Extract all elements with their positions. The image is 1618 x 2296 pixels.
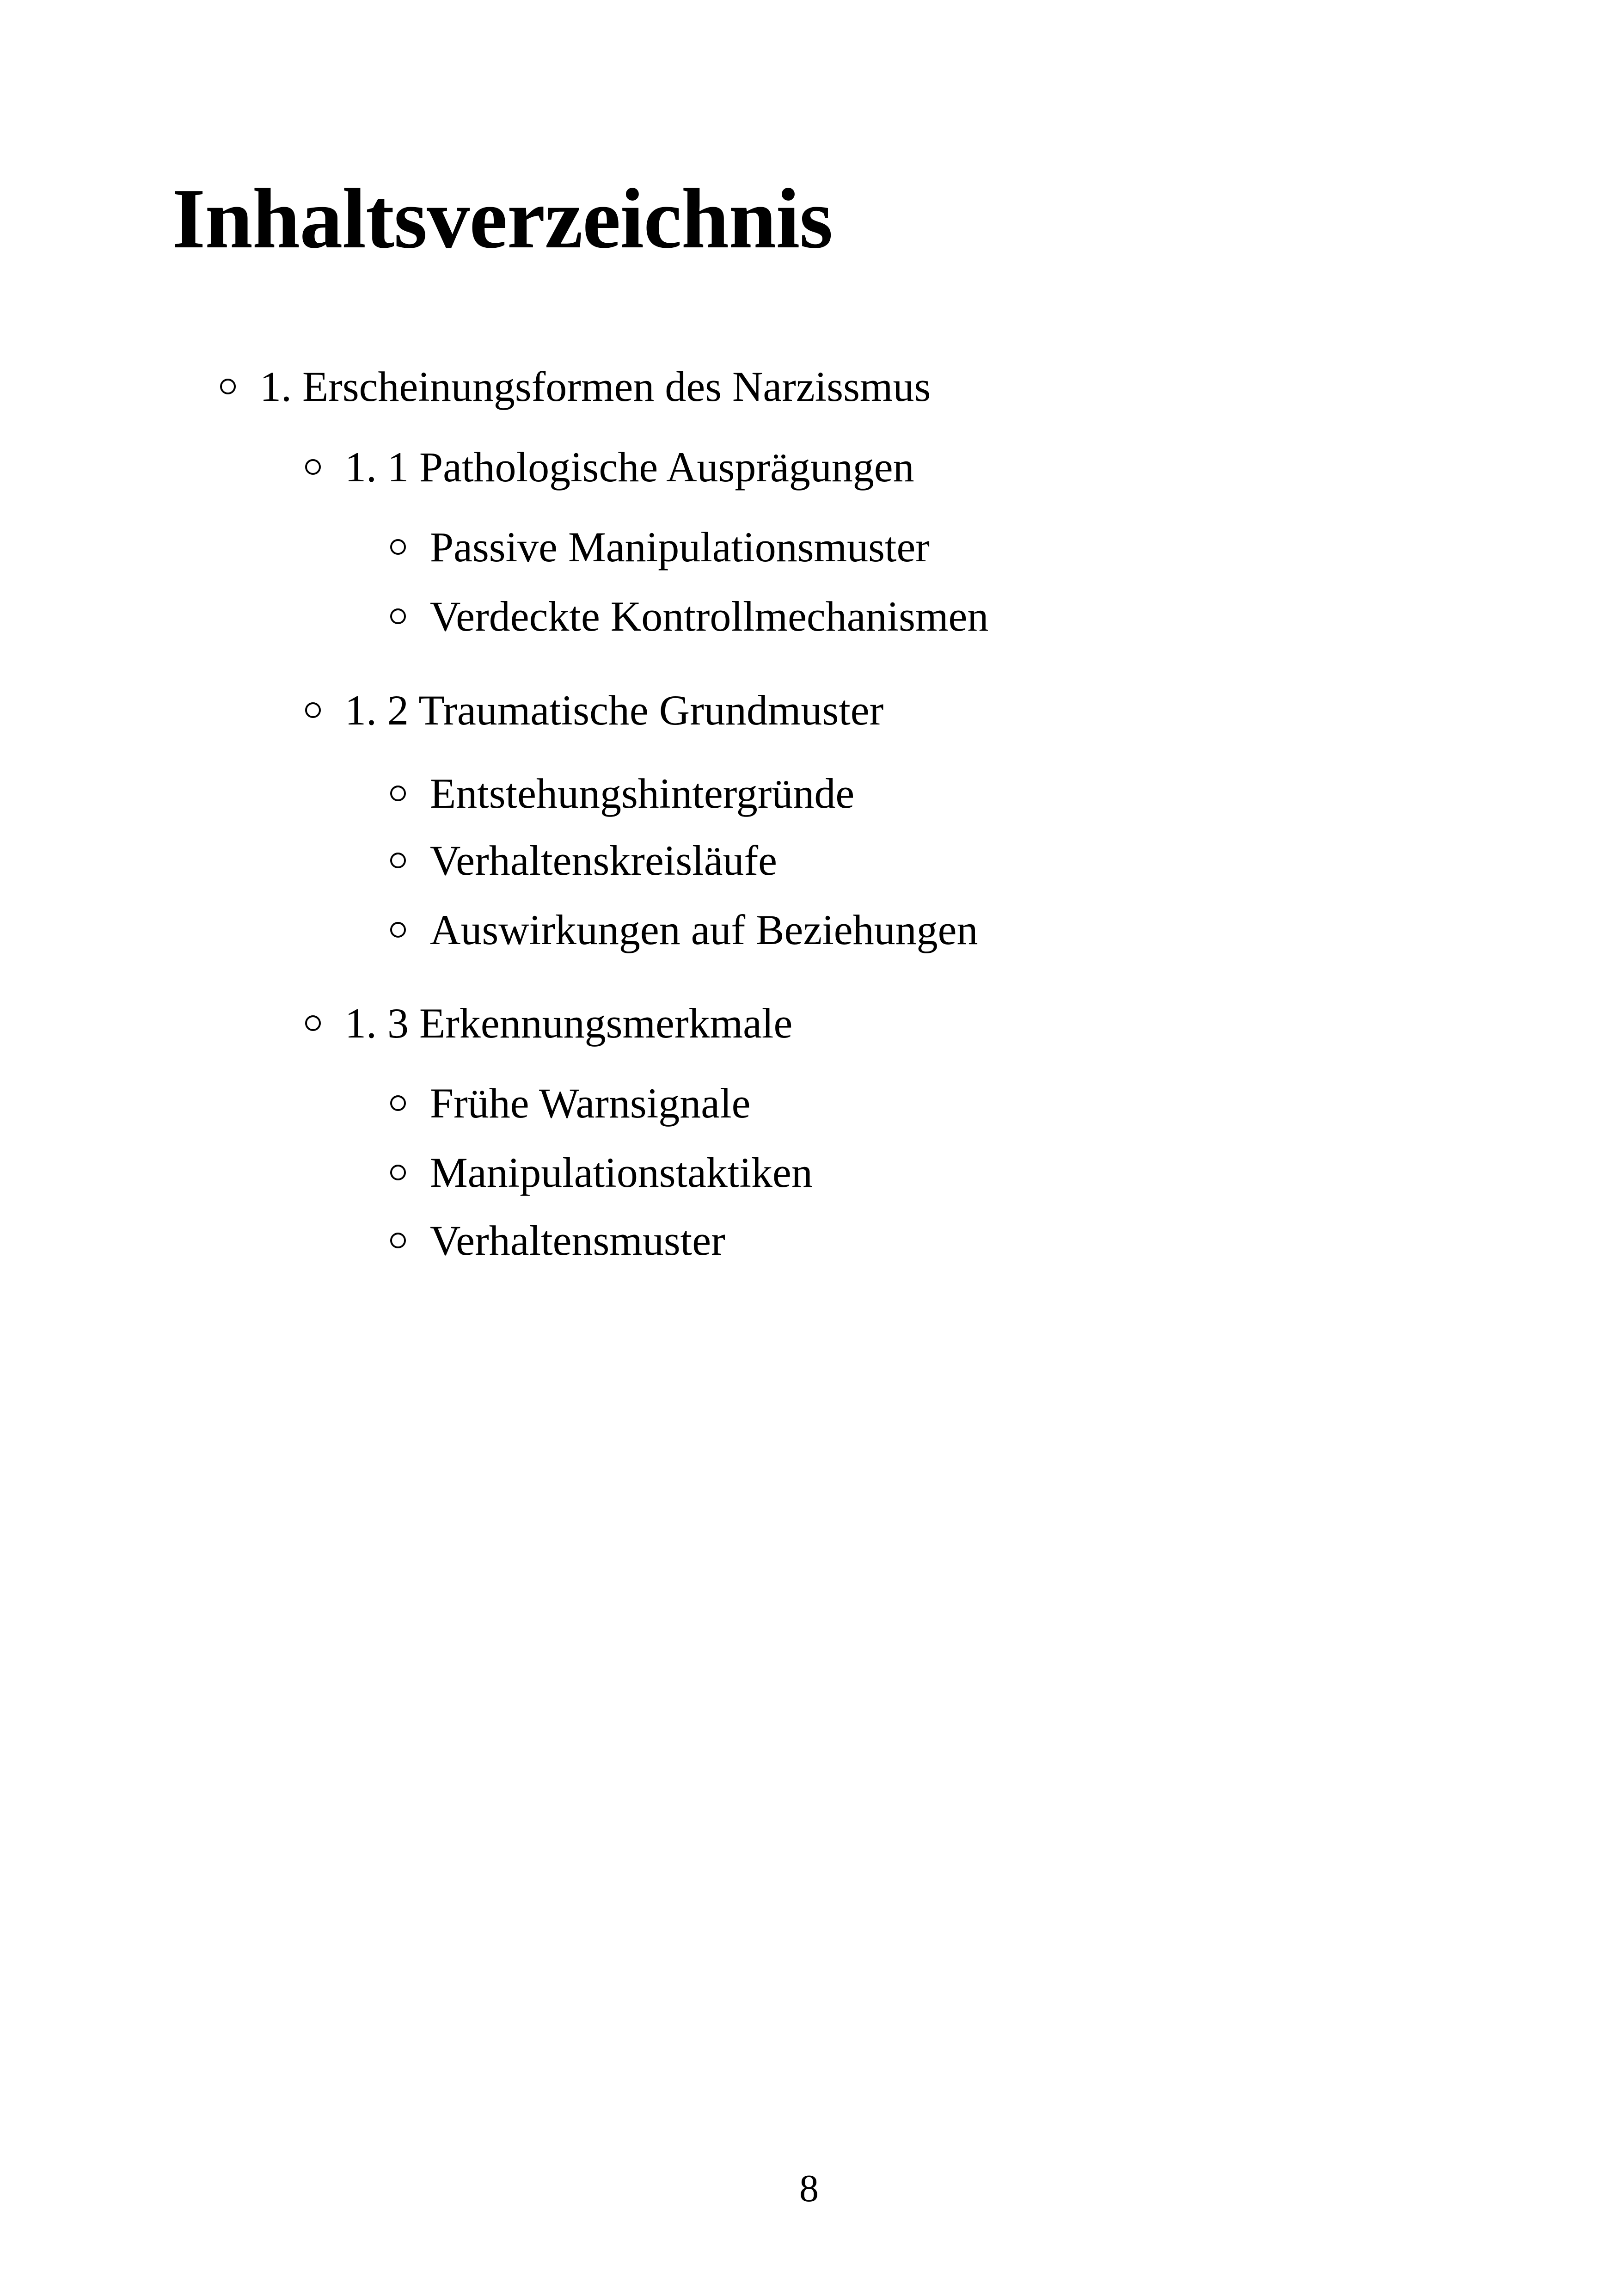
toc-entry-label: 1. Erscheinungsformen des Narzissmus (260, 363, 931, 410)
toc-entry-level2[interactable] (305, 1000, 793, 1047)
toc-entry-level3[interactable] (390, 772, 854, 815)
circle-bullet-icon (390, 608, 406, 624)
circle-bullet-icon (390, 1233, 406, 1248)
toc-entry-label: 1. 3 Erkennungsmerkmale (345, 1000, 793, 1047)
toc-entry-level3[interactable] (390, 1151, 813, 1194)
toc-entry-label: Verhaltensmuster (430, 1217, 725, 1264)
circle-bullet-icon (220, 379, 236, 394)
toc-entry-label: 1. 2 Traumatische Grundmuster (345, 687, 884, 734)
toc-entry-label: Auswirkungen auf Beziehungen (430, 906, 978, 953)
toc-entry-label: Verhaltenskreisläufe (430, 837, 778, 884)
toc-entry-level2[interactable] (305, 443, 914, 491)
circle-bullet-icon (305, 459, 321, 475)
page-number: 8 (799, 2167, 819, 2210)
circle-bullet-icon (390, 853, 406, 868)
circle-bullet-icon (305, 702, 321, 718)
circle-bullet-icon (390, 922, 406, 938)
toc-entry-level3[interactable] (390, 595, 988, 638)
page-title: Inhaltsverzeichnis (172, 171, 833, 266)
circle-bullet-icon (390, 539, 406, 555)
toc-entry-label: Passive Manipulationsmuster (430, 523, 930, 571)
circle-bullet-icon (390, 1095, 406, 1111)
toc-entry-label: Manipulationstaktiken (430, 1149, 813, 1196)
toc-entry-label: Entstehungshintergründe (430, 770, 855, 817)
circle-bullet-icon (390, 1165, 406, 1180)
toc-entry-level2[interactable] (305, 687, 884, 734)
toc-entry-label: Frühe Warnsignale (430, 1080, 751, 1127)
circle-bullet-icon (390, 786, 406, 801)
toc-entry-level3[interactable] (390, 839, 777, 882)
toc-entry-level3[interactable] (390, 523, 930, 571)
toc-entry-level3[interactable] (390, 1219, 725, 1262)
toc-entry-level3[interactable] (390, 906, 978, 953)
toc-entry-label: Verdeckte Kontrollmechanismen (430, 593, 989, 640)
toc-entry-label: 1. 1 Pathologische Ausprägungen (345, 443, 914, 491)
circle-bullet-icon (305, 1015, 321, 1031)
toc-entry-level1[interactable] (220, 365, 931, 408)
toc-entry-level3[interactable] (390, 1080, 751, 1127)
